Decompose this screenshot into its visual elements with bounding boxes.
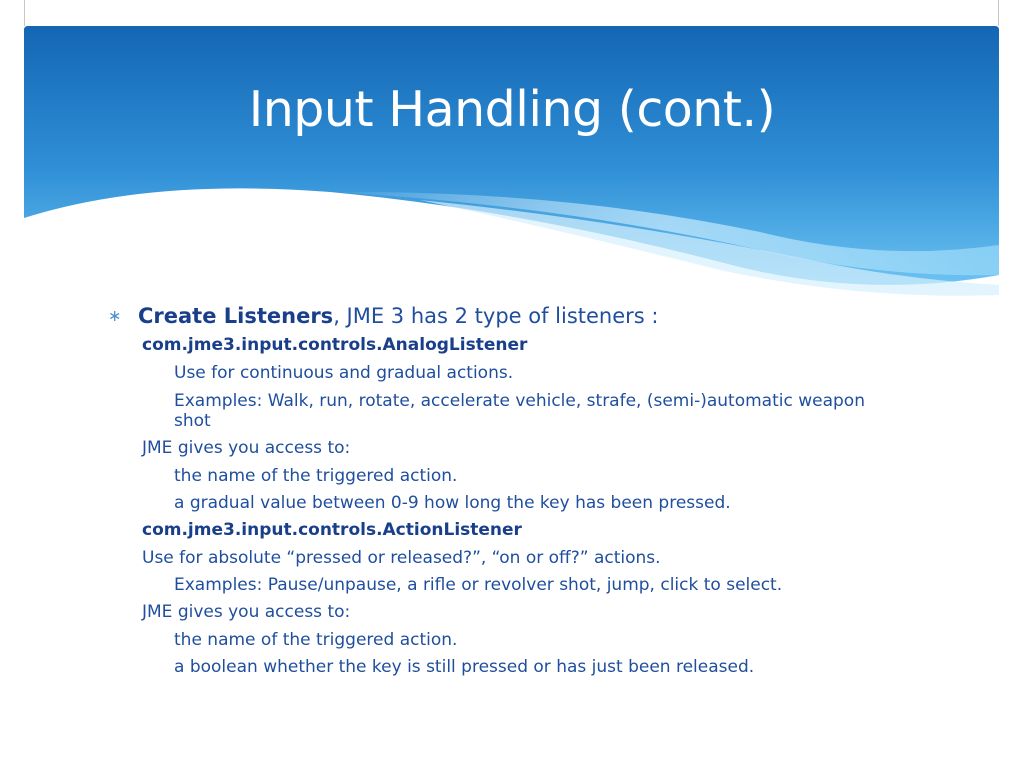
action-access-heading: JME gives you access to: [142,602,351,622]
analog-access-item: a gradual value between 0-9 how long the key has been pressed. [174,493,731,513]
header-banner [0,0,1024,300]
action-access-item: a boolean whether the key is still pressed or has just been released. [174,657,755,677]
header-gradient-shape [24,26,999,285]
slide-title: Input Handling (cont.) [248,81,776,138]
analog-use-text: Use for continuous and gradual actions. [174,363,514,383]
analog-access-heading: JME gives you access to: [142,438,351,458]
bullet-lead: Create Listeners [138,304,334,328]
analog-examples-text: Examples: Walk, run, rotate, accelerate vehicle, strafe, (semi-)automatic weapon shot [174,391,865,431]
action-examples-text: Examples: Pause/unpause, a rifle or revolver shot, jump, click to select. [174,575,783,595]
bullet-text: , JME 3 has 2 type of listeners : [333,304,659,328]
asterisk-bullet-icon: ∗ [108,306,122,325]
analog-listener-class: com.jme3.input.controls.AnalogListener [142,335,528,355]
analog-access-item: the name of the triggered action. [174,466,458,486]
action-access-item: the name of the triggered action. [174,630,458,650]
action-listener-class: com.jme3.input.controls.ActionListener [142,520,522,540]
action-use-text: Use for absolute “pressed or released?”, “on or off?” actions. [142,548,661,568]
bullet-item [108,301,658,331]
